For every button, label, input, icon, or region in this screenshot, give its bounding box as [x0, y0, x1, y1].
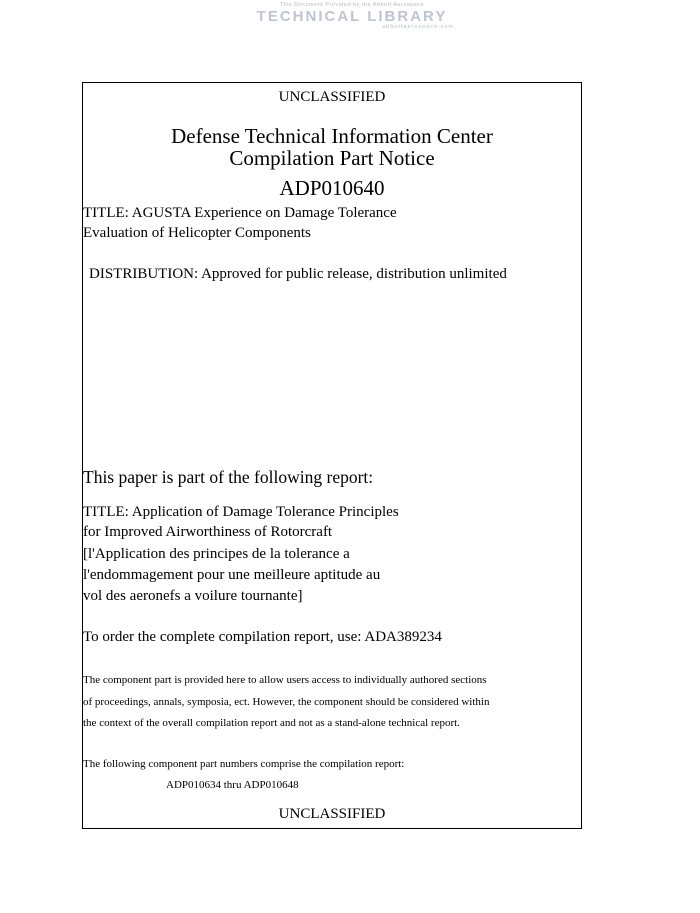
component-note-line: the context of the overall compilation report and not as a stand-alone technical report.: [83, 717, 460, 729]
order-line: To order the complete compilation report, use: ADA389234: [83, 629, 442, 645]
part-number: ADP010640: [279, 176, 385, 200]
report-title-line: [l'Application des principes de la tolerance a: [83, 546, 350, 562]
classification-top: UNCLASSIFIED: [278, 89, 386, 105]
library-watermark: [232, 2, 472, 31]
component-note-line: The component part is provided here to allow users access to individually authored sections: [83, 674, 487, 686]
component-numbers-range: ADP010634 thru ADP010648: [166, 779, 299, 791]
report-title-line: l'endommagement pour une meilleure aptitude au: [83, 567, 381, 583]
title-line-2: Evaluation of Helicopter Components: [83, 225, 311, 241]
watermark-url: abbottaerospace.com: [382, 24, 454, 30]
distribution-statement: DISTRIBUTION: Approved for public release, distribution unlimited: [89, 266, 507, 282]
component-numbers-intro: The following component part numbers comprise the compilation report:: [83, 758, 405, 770]
notice-title: Compilation Part Notice: [229, 146, 435, 170]
report-title-line: for Improved Airworthiness of Rotorcraft: [83, 524, 333, 540]
watermark-provider-line: This Document Provided by the Abbott Aerospace: [279, 2, 425, 8]
report-title-line: vol des aeronefs a voilure tournante]: [83, 588, 303, 604]
report-title-line: TITLE: Application of Damage Tolerance Principles: [83, 504, 399, 520]
component-note-line: of proceedings, annals, symposia, ect. However, the component should be considered within: [83, 696, 490, 708]
center-name: Defense Technical Information Center: [171, 124, 493, 148]
report-intro: This paper is part of the following report:: [83, 467, 374, 487]
classification-bottom: UNCLASSIFIED: [278, 806, 386, 822]
title-line-1: TITLE: AGUSTA Experience on Damage Tolerance: [83, 205, 397, 221]
watermark-library-name: TECHNICAL LIBRARY: [256, 8, 448, 25]
